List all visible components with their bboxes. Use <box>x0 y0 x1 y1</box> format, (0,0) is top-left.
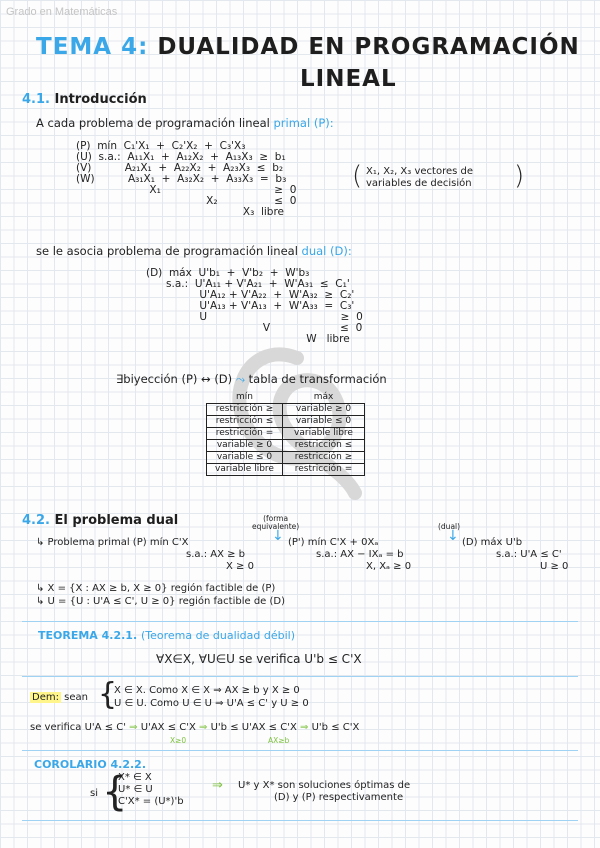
intro-sentence <box>36 116 334 130</box>
table-cell: variable ≥ 0 <box>283 404 365 416</box>
assoc-post: (D): <box>330 244 352 258</box>
table-row <box>207 464 365 476</box>
divider <box>22 621 578 622</box>
implies-arrow-icon: ⇒ <box>199 722 208 733</box>
primal-system: (P) mín C₁'X₁ + C₂'X₂ + C₃'X₃ (U) s.a.: A₁₁X₁ + A₁₂X₂ + A₁₃X₃ ≥ b₁ (V) A₂₁X₁ + A₂₂X₂ + A₂₃X₃ ≤ b₂ (W) A₃₁X₁ + A₃₂X₂ + A₃₃X₃ = b₃ X₁ ≥ 0 X₂ ≤ 0 X₃ libre <box>76 140 297 218</box>
corollary-result-2: (D) y (P) respectivamente <box>274 792 404 803</box>
dual-system: (D) máx U'b₁ + V'b₂ + W'b₃ s.a.: U'A₁₁ + V'A₂₁ + W'A₃₁ ≤ C₁' U'A₁₂ + V'A₂₂ + W'A₃₂ ≥ C₂' U'A₁₃ + V'A₁₃ + W'A₃₃ = C₃' U ≥ 0 V ≤ 0 W libre <box>146 267 363 345</box>
section-title: Introducción <box>54 92 147 107</box>
chain-step-1: se verifica U'A ≤ C' <box>30 722 126 733</box>
table-row <box>207 452 365 464</box>
proof-sean: sean <box>64 692 88 703</box>
dual-feasible-region: ↳ U = {U : U'A ≤ C', U ≥ 0} región factible de (D) <box>36 596 286 607</box>
bijection-target: tabla de transformación <box>248 372 387 386</box>
association-sentence <box>36 244 352 258</box>
table-row <box>207 416 365 428</box>
tag-ax-ge-b: AX≥b <box>268 736 290 745</box>
left-brace-icon: { <box>98 677 118 712</box>
bijection-line <box>116 372 387 387</box>
corollary-label: COROLARIO 4.2.2. <box>34 758 147 771</box>
table-cell: variable ≥ 0 <box>207 440 283 452</box>
open-paren-icon: ( <box>352 161 363 191</box>
assoc-pre: se le asocia problema de programación lineal <box>36 244 298 258</box>
intro-primal-word: primal <box>273 116 311 130</box>
title-line-1: DUALIDAD EN PROGRAMACIÓN <box>157 34 580 60</box>
proof-intro <box>30 692 88 703</box>
proof-line-x: X ∈ X. Como X ∈ X ⇒ AX ≥ b y X ≥ 0 <box>114 685 300 696</box>
proof-chain <box>30 722 359 733</box>
bijection-text: ∃biyección (P) ↔ (D) <box>116 372 233 386</box>
section-title: El problema dual <box>54 513 179 528</box>
table-cell: variable libre <box>207 464 283 476</box>
section-4-1-heading <box>22 92 147 107</box>
note-line-1: X₁, X₂, X₃ vectores de <box>366 166 474 177</box>
theorem-subtitle: (Teorema de dualidad débil) <box>140 629 296 642</box>
chain-step-4: U'b ≤ C'X <box>311 722 360 733</box>
close-paren-icon: ) <box>514 161 525 191</box>
table-row <box>207 428 365 440</box>
primal-constraint: s.a.: AX ≥ b <box>186 549 246 560</box>
assoc-dual-word: dual <box>301 244 327 258</box>
squiggle-arrow-icon: ⤳ <box>235 372 246 386</box>
table-cell: restricción ≤ <box>207 416 283 428</box>
chain-step-3: U'b ≤ U'AX ≤ C'X <box>210 722 297 733</box>
equivalent-problem-head: (P') mín C'X + 0Xₐ <box>288 537 379 548</box>
primal-feasible-region: ↳ X = {X : AX ≥ b, X ≥ 0} región factible de (P) <box>36 583 276 594</box>
table-row <box>207 404 365 416</box>
equivalent-constraint: s.a.: AX − IXₐ = b <box>316 549 404 560</box>
corollary-cond-3: C'X* = (U*)'b <box>118 796 184 807</box>
table-cell: variable ≤ 0 <box>283 416 365 428</box>
dual-constraint: s.a.: U'A ≤ C' <box>496 549 562 560</box>
page-title <box>36 34 580 60</box>
transformation-table <box>206 392 365 476</box>
title-line-2: LINEAL <box>300 66 397 92</box>
section-4-2-heading <box>22 513 178 528</box>
section-number: 4.2. <box>22 513 50 528</box>
watermark: Grado en Matemáticas <box>6 6 118 18</box>
label-forma: (forma <box>263 514 289 523</box>
proof-label: Dem: <box>32 692 59 703</box>
implies-arrow-icon: ⇒ <box>300 722 309 733</box>
table-cell: restricción ≤ <box>283 440 365 452</box>
corollary-si: si <box>90 788 98 799</box>
corollary-cond-2: U* ∈ U <box>118 784 153 795</box>
title-prefix: TEMA 4: <box>36 34 149 60</box>
section-number: 4.1. <box>22 92 50 107</box>
proof-line-u: U ∈ U. Como U ∈ U ⇒ U'A ≤ C' y U ≥ 0 <box>114 698 309 709</box>
primal-problem-lead: ↳ Problema primal (P) mín C'X <box>36 537 189 548</box>
intro-post: (P): <box>313 116 334 130</box>
equivalent-sign: X, Xₐ ≥ 0 <box>366 561 412 572</box>
chain-step-2: U'AX ≤ C'X <box>140 722 196 733</box>
corollary-cond-1: X* ∈ X <box>118 772 152 783</box>
implies-arrow-icon: ⇒ <box>212 778 223 793</box>
table-header-min: mín <box>207 392 283 404</box>
down-arrow-icon: ↓ <box>272 528 284 544</box>
corollary-result-1: U* y X* son soluciones óptimas de <box>238 780 411 791</box>
label-equivalente: equivalente) <box>252 522 300 531</box>
table-cell: restricción = <box>207 428 283 440</box>
theorem-label: TEOREMA 4.2.1. <box>38 629 138 642</box>
intro-pre: A cada problema de programación lineal <box>36 116 270 130</box>
table-header-max: máx <box>283 392 365 404</box>
divider <box>22 750 578 751</box>
divider <box>22 820 578 821</box>
table-cell: restricción ≥ <box>207 404 283 416</box>
theorem-statement: ∀X∈X, ∀U∈U se verifica U'b ≤ C'X <box>156 652 362 666</box>
dual-sign: U ≥ 0 <box>540 561 569 572</box>
table-cell: variable libre <box>283 428 365 440</box>
dual-label: (dual) <box>438 522 461 531</box>
note-line-2: variables de decisión <box>366 178 472 189</box>
dual-problem-head: (D) máx U'b <box>462 537 523 548</box>
theorem-heading <box>38 629 295 642</box>
implies-arrow-icon: ⇒ <box>129 722 138 733</box>
table-cell: variable ≤ 0 <box>207 452 283 464</box>
tag-x-nonneg: X≥0 <box>170 736 187 745</box>
table-cell: restricción ≥ <box>283 452 365 464</box>
down-arrow-icon: ↓ <box>447 528 459 544</box>
left-brace-icon: { <box>102 769 128 815</box>
primal-sign: X ≥ 0 <box>226 561 254 572</box>
table-cell: restricción = <box>283 464 365 476</box>
table-row <box>207 440 365 452</box>
